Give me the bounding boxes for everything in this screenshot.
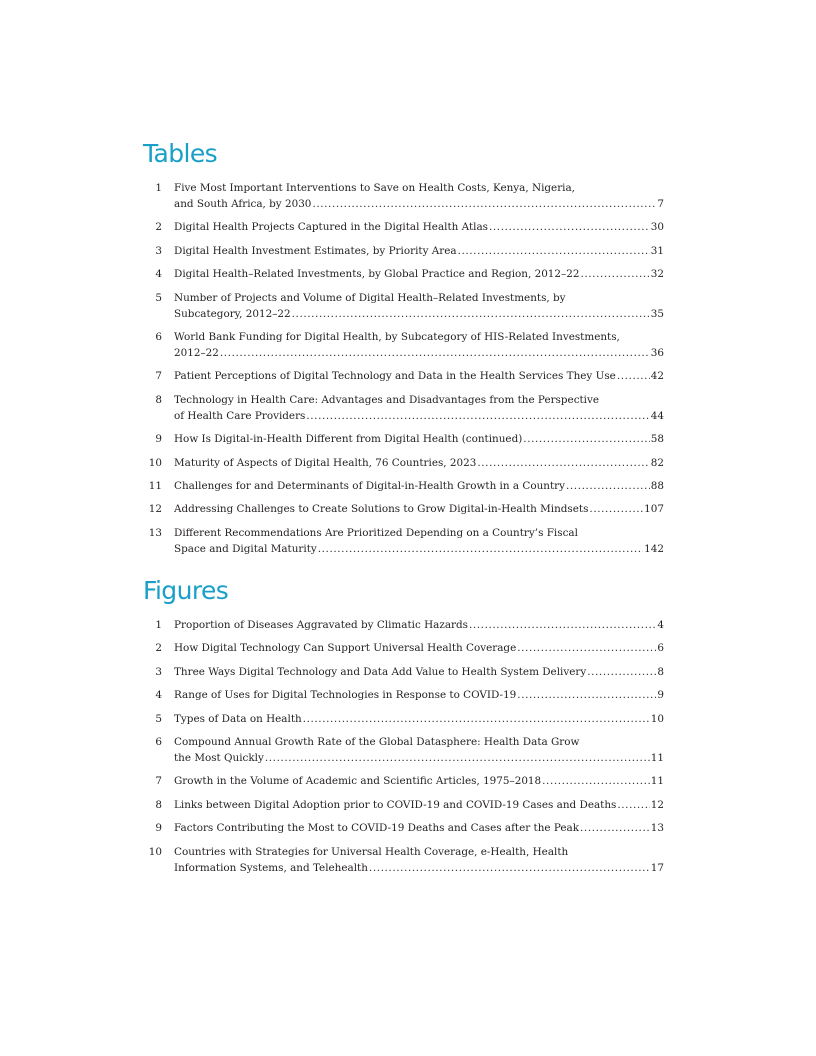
figure-entry[interactable] — [144, 820, 664, 836]
entry-number: 10 — [148, 456, 162, 469]
entry-title-text: Information Systems, and Telehealth — [174, 861, 368, 874]
entry-title-line — [174, 455, 664, 471]
entry-title-line — [174, 290, 664, 306]
entry-title-text: How Digital Technology Can Support Universal Health Coverage — [174, 642, 517, 655]
entry-title-text: Subcategory, 2012–22 — [174, 307, 291, 320]
entry-title-text: Technology in Health Care: Advantages and Disadvantages from the Perspective — [174, 393, 600, 406]
entry-title — [174, 525, 664, 557]
entry-title-text: 2012–22 — [174, 346, 219, 359]
entry-number: 8 — [155, 798, 162, 811]
entry-number: 4 — [155, 268, 162, 281]
entry-page-number: 8 — [657, 665, 664, 678]
entry-title-text: Maturity of Aspects of Digital Health, 76 Countries, 2023 — [174, 456, 477, 469]
entry-title-text: of Health Care Providers — [174, 409, 306, 422]
entry-title-line — [174, 640, 664, 656]
entry-page-number: 10 — [650, 712, 664, 725]
entry-title-line — [174, 196, 664, 212]
entry-title-line — [174, 860, 664, 876]
entry-title-text: Countries with Strategies for Universal Health Coverage, e-Health, Health — [174, 845, 569, 858]
entry-title — [174, 820, 664, 836]
dot-leader — [580, 266, 649, 282]
entry-title-text: Number of Projects and Volume of Digital Health–Related Investments, by — [174, 291, 566, 304]
entry-number: 8 — [155, 393, 162, 406]
entry-title-text: Digital Health–Related Investments, by Global Practice and Region, 2012–22 — [174, 268, 580, 281]
table-entry[interactable] — [144, 180, 664, 212]
entry-title-line — [174, 617, 664, 633]
entry-page-number: 36 — [650, 346, 664, 359]
figure-entry[interactable] — [144, 797, 664, 813]
entry-number: 5 — [155, 291, 162, 304]
dot-leader — [489, 219, 650, 235]
entry-title — [174, 329, 664, 361]
entry-title-line — [174, 844, 664, 860]
table-entry[interactable] — [144, 329, 664, 361]
figures-list — [144, 617, 664, 876]
entry-title — [174, 266, 664, 282]
entry-title-text: Links between Digital Adoption prior to COVID-19 and COVID-19 Cases and Deaths — [174, 798, 617, 811]
entry-title-text: Digital Health Projects Captured in the Digital Health Atlas — [174, 221, 488, 234]
entry-title — [174, 734, 664, 766]
table-entry[interactable] — [144, 501, 664, 517]
entry-page-number: 31 — [650, 244, 664, 257]
entry-title-line — [174, 773, 664, 789]
figure-entry[interactable] — [144, 640, 664, 656]
entry-title-line — [174, 180, 664, 196]
dot-leader — [265, 750, 650, 766]
entry-title-text: World Bank Funding for Digital Health, by Subcategory of HIS-Related Investments, — [174, 330, 620, 343]
entry-number: 2 — [155, 642, 162, 655]
figures-heading: Figures — [143, 576, 229, 605]
entry-title-text: Types of Data on Health — [174, 712, 302, 725]
table-entry[interactable] — [144, 243, 664, 259]
entry-title — [174, 392, 664, 424]
entry-number: 5 — [155, 712, 162, 725]
entry-title — [174, 773, 664, 789]
entry-number: 10 — [148, 845, 162, 858]
dot-leader — [580, 820, 650, 836]
entry-title-text: the Most Quickly — [174, 751, 264, 764]
entry-number: 2 — [155, 221, 162, 234]
entry-title — [174, 844, 664, 876]
entry-title-line — [174, 541, 664, 557]
dot-leader — [542, 773, 650, 789]
dot-leader — [587, 664, 656, 680]
entry-title — [174, 290, 664, 322]
entry-title-text: and South Africa, by 2030 — [174, 198, 312, 210]
table-entry[interactable] — [144, 266, 664, 282]
entry-title-line — [174, 392, 664, 408]
dot-leader — [369, 860, 650, 876]
entry-title — [174, 180, 664, 212]
entry-title-text: Compound Annual Growth Rate of the Global Datasphere: Health Data Grow — [174, 735, 580, 748]
entry-number: 1 — [155, 619, 162, 631]
dot-leader — [523, 431, 649, 447]
dot-leader — [312, 196, 656, 212]
entry-number: 7 — [155, 775, 162, 788]
entry-title-text: Space and Digital Maturity — [174, 542, 317, 555]
entry-title — [174, 711, 664, 727]
entry-page-number: 11 — [650, 751, 664, 764]
entry-title-text: Digital Health Investment Estimates, by Priority Area — [174, 244, 457, 257]
table-entry[interactable] — [144, 392, 664, 424]
dot-leader — [303, 711, 650, 727]
table-entry[interactable] — [144, 431, 664, 447]
entry-title-text: Range of Uses for Digital Technologies in Response to COVID-19 — [174, 689, 517, 702]
entry-page-number: 12 — [650, 798, 664, 811]
entry-title-line — [174, 501, 664, 517]
table-entry[interactable] — [144, 219, 664, 235]
entry-page-number: 11 — [650, 775, 664, 788]
entry-title — [174, 455, 664, 471]
entry-page-number: 82 — [650, 456, 664, 469]
dot-leader — [318, 541, 643, 557]
figure-entry[interactable] — [144, 773, 664, 789]
entry-title-text: Patient Perceptions of Digital Technology and Data in the Health Services They Use — [174, 370, 616, 383]
entry-page-number: 142 — [644, 542, 664, 555]
dot-leader — [566, 478, 650, 494]
dot-leader — [458, 243, 650, 259]
dot-leader — [292, 306, 650, 322]
entry-title-line — [174, 345, 664, 361]
entry-title-text: Factors Contributing the Most to COVID-19 Deaths and Cases after the Peak — [174, 822, 580, 835]
tables-heading: Tables — [143, 139, 218, 168]
entry-title-line — [174, 664, 664, 680]
dot-leader — [469, 617, 656, 633]
entry-number: 13 — [148, 526, 162, 539]
entry-page-number: 6 — [657, 642, 664, 655]
figure-entry[interactable] — [144, 734, 664, 766]
entry-page-number: 7 — [657, 198, 664, 210]
figure-entry[interactable] — [144, 617, 664, 633]
dot-leader — [617, 797, 649, 813]
entry-title-text: Five Most Important Interventions to Save on Health Costs, Kenya, Nigeria, — [174, 182, 575, 194]
entry-title — [174, 617, 664, 633]
entry-title-line — [174, 750, 664, 766]
dot-leader — [517, 687, 656, 703]
entry-page-number: 107 — [644, 503, 664, 516]
entry-title — [174, 640, 664, 656]
tables-list — [144, 180, 664, 557]
entry-title-line — [174, 525, 664, 541]
figure-entry[interactable] — [144, 844, 664, 876]
dot-leader — [477, 455, 649, 471]
entry-title-line — [174, 243, 664, 259]
entry-number: 3 — [155, 244, 162, 257]
entry-page-number: 9 — [657, 689, 664, 702]
entry-title-text: Proportion of Diseases Aggravated by Climatic Hazards — [174, 619, 468, 631]
entry-title-line — [174, 820, 664, 836]
entry-title-text: Three Ways Digital Technology and Data Add Value to Health System Delivery — [174, 665, 587, 678]
entry-page-number: 42 — [650, 370, 664, 383]
figure-entry[interactable] — [144, 687, 664, 703]
entry-title-line — [174, 329, 664, 345]
entry-title-line — [174, 219, 664, 235]
dot-leader — [220, 345, 650, 361]
entry-title-text: Challenges for and Determinants of Digital-in-Health Growth in a Country — [174, 479, 565, 492]
entry-title-line — [174, 478, 664, 494]
entry-title — [174, 243, 664, 259]
entry-title-line — [174, 431, 664, 447]
entry-title — [174, 501, 664, 517]
entry-title-line — [174, 711, 664, 727]
figures-section — [144, 575, 664, 883]
figure-entry[interactable] — [144, 711, 664, 727]
table-entry[interactable] — [144, 455, 664, 471]
entry-title-line — [174, 687, 664, 703]
entry-title-line — [174, 408, 664, 424]
entry-number: 9 — [155, 822, 162, 835]
dot-leader — [306, 408, 649, 424]
entry-number: 3 — [155, 665, 162, 678]
entry-number: 12 — [148, 503, 162, 516]
figure-entry[interactable] — [144, 664, 664, 680]
entry-title-text: Different Recommendations Are Prioritized Depending on a Country’s Fiscal — [174, 526, 578, 539]
entry-title — [174, 797, 664, 813]
entry-number: 4 — [155, 689, 162, 702]
entry-title-text: Growth in the Volume of Academic and Scientific Articles, 1975–2018 — [174, 775, 542, 788]
entry-page-number: 32 — [650, 268, 664, 281]
dot-leader — [589, 501, 643, 517]
entry-number: 11 — [148, 479, 162, 492]
entry-title — [174, 664, 664, 680]
table-entry[interactable] — [144, 290, 664, 322]
entry-title-line — [174, 306, 664, 322]
entry-page-number: 58 — [650, 433, 664, 446]
entry-number: 7 — [155, 370, 162, 383]
entry-title-line — [174, 266, 664, 282]
tables-section — [144, 138, 664, 564]
entry-title-line — [174, 797, 664, 813]
dot-leader — [617, 368, 650, 384]
entry-page-number: 13 — [650, 822, 664, 835]
entry-title — [174, 219, 664, 235]
entry-number: 9 — [155, 433, 162, 446]
entry-title-text: How Is Digital-in-Health Different from Digital Health (continued) — [174, 433, 523, 446]
entry-page-number: 35 — [650, 307, 664, 320]
entry-page-number: 17 — [650, 861, 664, 874]
entry-page-number: 30 — [650, 221, 664, 234]
entry-title-text: Addressing Challenges to Create Solutions to Grow Digital-in-Health Mindsets — [174, 503, 589, 516]
entry-number: 6 — [155, 735, 162, 748]
entry-number: 6 — [155, 330, 162, 343]
entry-title-line — [174, 368, 664, 384]
entry-title — [174, 478, 664, 494]
entry-title — [174, 687, 664, 703]
table-entry[interactable] — [144, 368, 664, 384]
entry-page-number: 44 — [650, 409, 664, 422]
table-entry[interactable] — [144, 478, 664, 494]
entry-number: 1 — [155, 182, 162, 194]
entry-page-number: 4 — [657, 619, 664, 631]
table-entry[interactable] — [144, 525, 664, 557]
entry-title — [174, 431, 664, 447]
entry-page-number: 88 — [650, 479, 664, 492]
entry-title-line — [174, 734, 664, 750]
entry-title — [174, 368, 664, 384]
dot-leader — [517, 640, 656, 656]
